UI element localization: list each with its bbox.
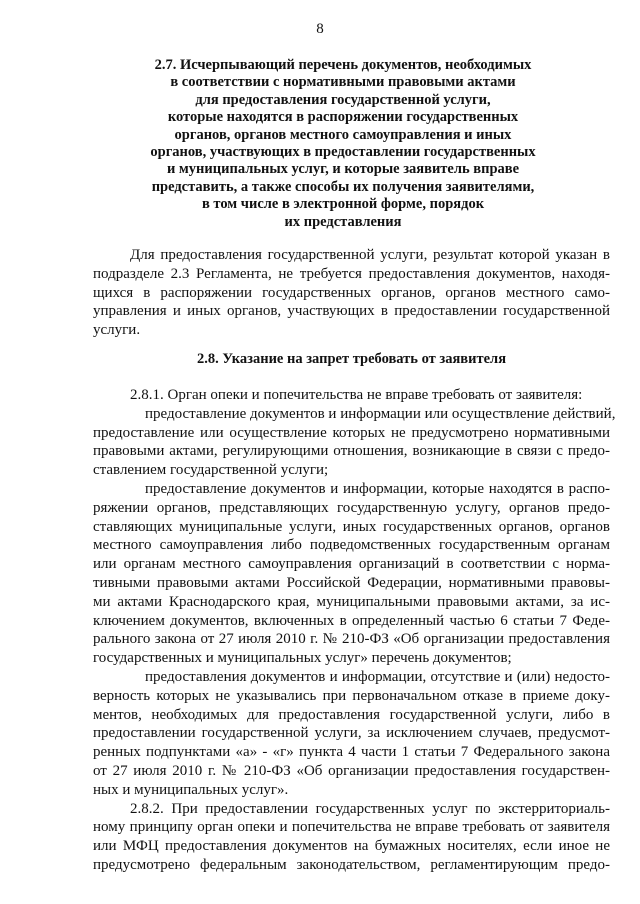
paragraph-line: правовыми актами, регулирующими отношения, возникающие в связи с предо- xyxy=(93,443,610,460)
paragraph-line: или МФЦ предоставления документов на бумажных носителях, если иное не xyxy=(93,838,610,855)
paragraph-line: предоставление или осуществление которых не предусмотрено нормативными xyxy=(93,424,610,441)
heading-line: в том числе в электронной форме, порядок xyxy=(201,196,485,213)
paragraph-line: ключением документов, включенных в определенный частью 6 статьи 7 Феде- xyxy=(93,612,610,629)
heading-line: органов, органов местного самоуправления и иных xyxy=(174,126,512,143)
heading-line: которые находятся в распоряжении государственных xyxy=(167,109,519,126)
paragraph-line: от 27 июля 2010 г. № 210-ФЗ «Об организации предоставления государствен- xyxy=(93,762,610,779)
heading-line: 2.8. Указание на запрет требовать от заявителя xyxy=(196,351,507,367)
heading-line: 2.7. Исчерпывающий перечень документов, необходимых xyxy=(154,57,532,73)
paragraph-line: управления и иных органов, участвующих в предоставлении государственной xyxy=(93,303,610,320)
paragraph-line: местного самоуправления либо подведомственных государственным органам xyxy=(93,537,610,554)
paragraph-line: верность которых не указывались при первоначальном отказе в приеме доку- xyxy=(93,687,610,704)
paragraph-line: ных и муниципальных услуг». xyxy=(93,781,289,798)
paragraph-line: предоставлении государственной услуги, за исключением случаев, предусмот- xyxy=(93,725,610,742)
heading-line: для предоставления государственной услуги, xyxy=(195,91,491,108)
heading-line: представить, а также способы их получения заявителями, xyxy=(151,178,535,195)
paragraph-line: 2.8.2. При предоставлении государственных услуг по экстерриториаль- xyxy=(130,800,610,817)
paragraph-line: ряжении органов, представляющих государственную услугу, органов предо- xyxy=(93,499,610,516)
heading-line: и муниципальных услуг, и которые заявитель вправе xyxy=(166,161,520,178)
section-2-8-heading xyxy=(93,351,610,368)
paragraph-line: предоставление документов и информации или осуществление действий, xyxy=(145,405,616,422)
section-2-7-paragraph xyxy=(93,246,610,340)
paragraph-line: ренных подпунктами «а» - «г» пункта 4 части 1 статьи 7 Федерального закона xyxy=(93,744,610,761)
section-2-8-body xyxy=(93,386,616,875)
page-number: 8 xyxy=(316,21,324,37)
paragraph-line: или органам местного самоуправления организаций в соответствии с норма- xyxy=(93,556,610,573)
paragraph-line: тивными правовыми актами Российской Федерации, нормативными правовы- xyxy=(93,574,610,591)
section-2-7-heading xyxy=(100,57,586,231)
paragraph-line: ставляющих муниципальные услуги, иных государственных органов, органов xyxy=(93,518,610,535)
heading-line: их представления xyxy=(284,213,402,230)
paragraph-line: Для предоставления государственной услуги, результат которой указан в xyxy=(130,247,610,263)
heading-line: в соответствии с нормативными правовыми актами xyxy=(170,74,516,91)
paragraph-line: ставлением государственной услуги; xyxy=(93,462,329,479)
paragraph-line: ми актами Краснодарского края, муниципальными правовыми актами, за ис- xyxy=(93,593,610,610)
heading-line: органов, участвующих в предоставлении государственных xyxy=(150,144,536,161)
paragraph-line: ментов, необходимых для предоставления государственной услуги, либо в xyxy=(93,706,610,723)
paragraph-line: предусмотрено федеральным законодательством, регламентирующим предо- xyxy=(93,856,610,873)
paragraph-line: рального закона от 27 июля 2010 г. № 210-ФЗ «Об организации предоставления xyxy=(93,631,610,648)
paragraph-line: ному принципу орган опеки и попечительства не вправе требовать от заявителя xyxy=(93,819,610,836)
paragraph-line: предоставления документов и информации, отсутствие и (или) недосто- xyxy=(145,668,610,685)
paragraph-line: 2.8.1. Орган опеки и попечительства не вправе требовать от заявителя: xyxy=(130,387,583,403)
paragraph-line: государственных и муниципальных услуг» перечень документов; xyxy=(93,650,512,667)
paragraph-line: услуги. xyxy=(93,322,141,339)
paragraph-line: щихся в распоряжении государственных органов, органов местного само- xyxy=(93,284,610,301)
paragraph-line: подразделе 2.3 Регламента, не требуется предоставления документов, находя- xyxy=(93,265,610,282)
paragraph-line: предоставление документов и информации, которые находятся в распо- xyxy=(145,480,610,497)
